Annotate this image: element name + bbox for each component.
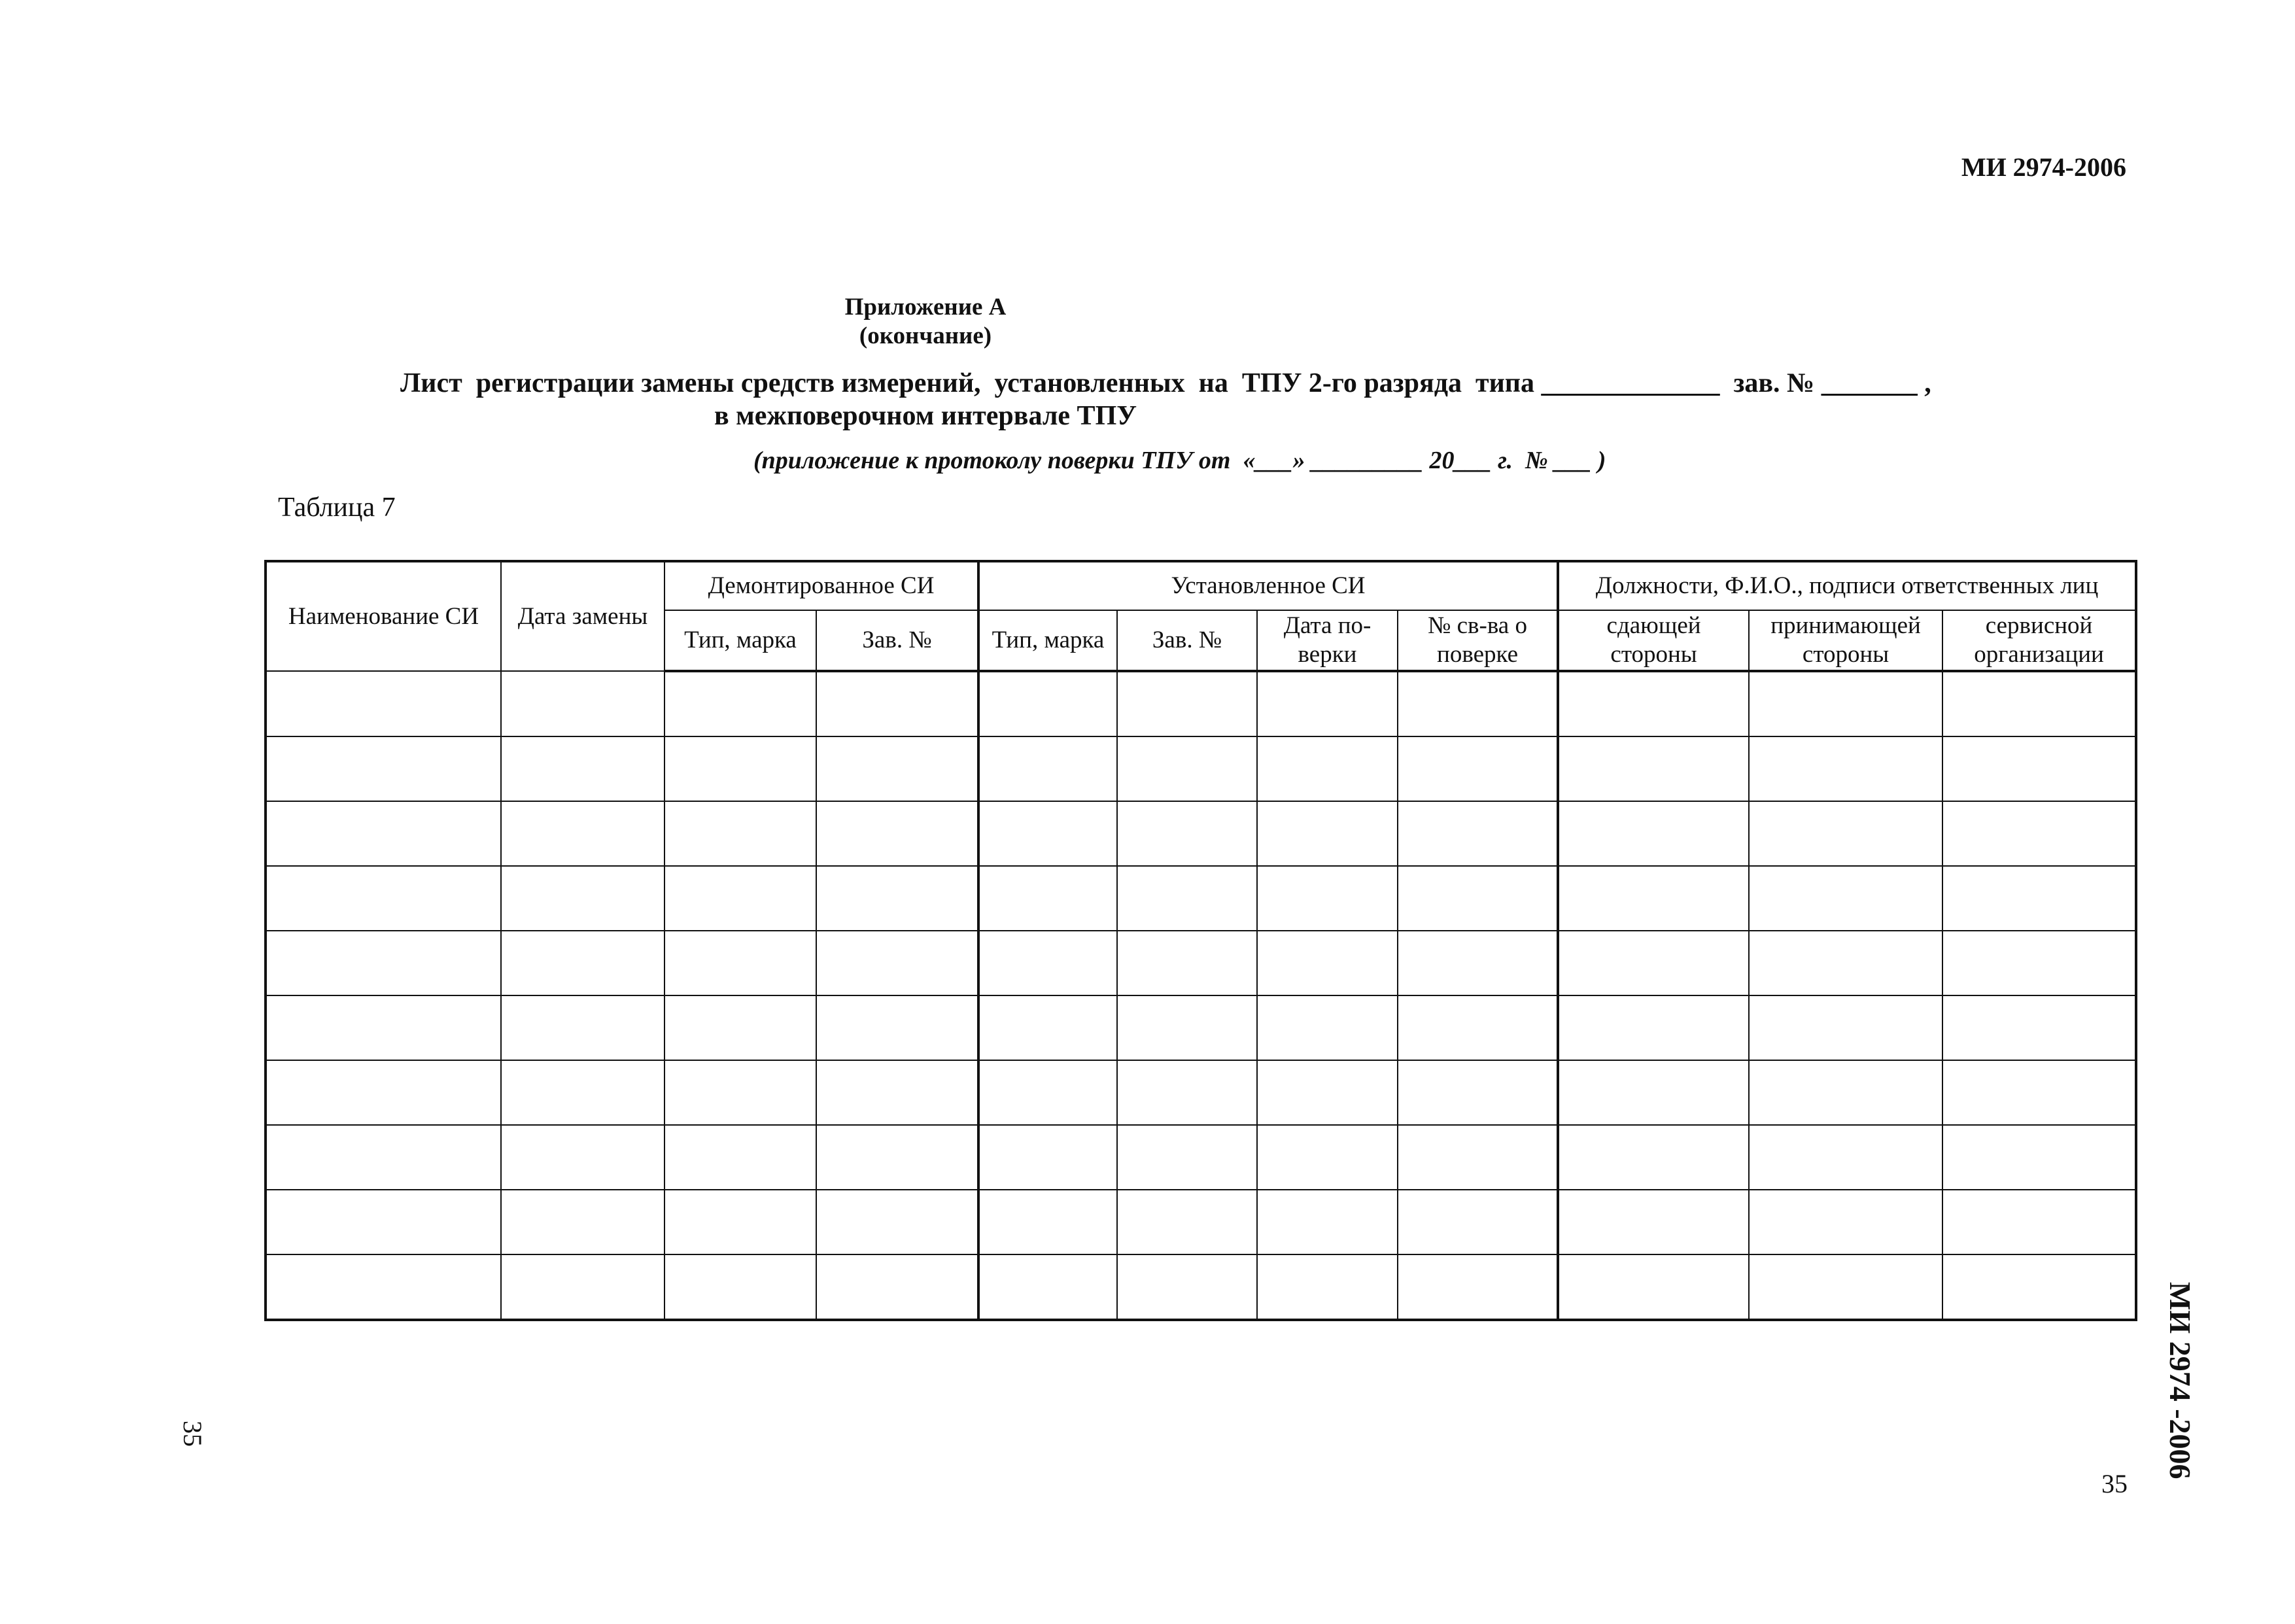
table-cell [1749,1254,1942,1320]
table-row [266,995,2136,1060]
table-cell [978,1125,1117,1190]
form-title-line-1: Лист регистрации замены средств измерений, установленных на ТПУ 2-го разряда типа _____________ зав. № _______ , [400,368,1931,398]
table-cell [501,1254,664,1320]
table-cell [978,1060,1117,1125]
table-cell [266,1254,501,1320]
table-cell [1942,736,2136,801]
table-cell [664,1254,816,1320]
table-cell [266,736,501,801]
table-cell [1558,1190,1749,1254]
table-cell [1749,1190,1942,1254]
table-cell [664,801,816,866]
table-cell [1117,995,1257,1060]
table-cell [266,931,501,995]
table-cell [501,1060,664,1125]
table-cell [1117,1254,1257,1320]
table-cell [1942,1125,2136,1190]
table-cell [1558,1060,1749,1125]
table-cell [664,736,816,801]
table-cell [1749,671,1942,736]
table-cell [664,671,816,736]
table-cell [1398,1254,1558,1320]
table-cell [501,736,664,801]
table-cell [1558,671,1749,736]
table-cell [1257,995,1398,1060]
table-cell [978,671,1117,736]
table-cell [1117,671,1257,736]
table-body [266,671,2136,1320]
table-row [266,736,2136,801]
table-cell [1558,801,1749,866]
table-cell [664,866,816,931]
table-cell [1398,1060,1558,1125]
table-cell [1749,995,1942,1060]
document-code-header: МИ 2974-2006 [1961,152,2126,182]
table-cell [978,931,1117,995]
side-page-number: 35 [178,1421,207,1447]
table-cell [1257,1254,1398,1320]
form-title-line-2: в межповерочном интервале ТПУ [714,401,1137,431]
table-row [266,931,2136,995]
table-cell [1942,995,2136,1060]
table-cell [1398,671,1558,736]
table-cell [978,995,1117,1060]
table-cell [1398,801,1558,866]
header-receiving-party: принимающей стороны [1749,610,1942,671]
table-cell [978,1190,1117,1254]
table-cell [501,866,664,931]
table-cell [1398,1190,1558,1254]
table-cell [501,931,664,995]
header-name: Наименование СИ [266,561,501,671]
table-cell [816,1190,978,1254]
table-cell [501,995,664,1060]
table-cell [978,1254,1117,1320]
table-cell [1398,866,1558,931]
table-cell [1398,995,1558,1060]
table-cell [978,736,1117,801]
side-document-code: МИ 2974 -2006 [2164,1282,2197,1479]
table-cell [1257,801,1398,866]
table-cell [816,866,978,931]
header-installed-verification-date: Дата по-верки [1257,610,1398,671]
table-cell [816,671,978,736]
table-cell [1749,866,1942,931]
table-cell [266,1060,501,1125]
header-installed-serial: Зав. № [1117,610,1257,671]
table-cell [1257,866,1398,931]
table-cell [816,1125,978,1190]
table-cell [1117,1190,1257,1254]
header-handing-party: сдающей стороны [1558,610,1749,671]
table-cell [664,1060,816,1125]
table-cell [266,866,501,931]
table-cell [1942,931,2136,995]
header-service-org: сервисной организации [1942,610,2136,671]
table-cell [1117,866,1257,931]
table-cell [1942,801,2136,866]
table-cell [1942,866,2136,931]
table-row [266,1125,2136,1190]
table-cell [1257,1125,1398,1190]
header-removed-type: Тип, марка [664,610,816,671]
table-cell [266,995,501,1060]
table-cell [1942,1254,2136,1320]
table-cell [978,801,1117,866]
table-cell [664,1125,816,1190]
table-cell [1558,995,1749,1060]
table-row [266,1254,2136,1320]
appendix-title: Приложение А [844,294,1007,320]
table-cell [1257,736,1398,801]
table-cell [1558,1254,1749,1320]
table-row [266,1060,2136,1125]
protocol-note: (приложение к протоколу поверки ТПУ от «___» _________ 20___ г. № ___ ) [753,447,1606,474]
table-cell [1558,931,1749,995]
header-installed-group: Установленное СИ [978,561,1558,610]
table-cell [1942,1060,2136,1125]
table-row [266,1190,2136,1254]
table-cell [1117,1125,1257,1190]
header-officials-group: Должности, Ф.И.О., подписи ответственных лиц [1558,561,2136,610]
table-cell [501,1125,664,1190]
table-caption: Таблица 7 [278,492,396,523]
table-row [266,671,2136,736]
table-cell [1942,671,2136,736]
table-cell [1558,1125,1749,1190]
table-cell [816,736,978,801]
table-cell [1398,931,1558,995]
table-cell [1749,931,1942,995]
table-cell [664,931,816,995]
table-cell [1749,1060,1942,1125]
table-cell [1257,1190,1398,1254]
table-cell [1257,1060,1398,1125]
header-installed-certificate-no: № св-ва о поверке [1398,610,1558,671]
table-cell [816,995,978,1060]
table-cell [266,1190,501,1254]
table-cell [1398,1125,1558,1190]
table-cell [1117,801,1257,866]
table-cell [664,1190,816,1254]
table-cell [1558,866,1749,931]
appendix-subtitle: (окончание) [859,322,992,349]
table-cell [664,995,816,1060]
header-removed-serial: Зав. № [816,610,978,671]
table-cell [816,801,978,866]
table-cell [266,801,501,866]
table-cell [1749,736,1942,801]
table-cell [1257,931,1398,995]
table-cell [816,1254,978,1320]
replacement-register-table [264,560,2137,1321]
header-installed-type: Тип, марка [978,610,1117,671]
table-cell [266,1125,501,1190]
table-cell [1117,1060,1257,1125]
table-cell [978,866,1117,931]
table-cell [1558,736,1749,801]
table-cell [501,1190,664,1254]
header-removed-group: Демонтированное СИ [664,561,978,610]
table-cell [1942,1190,2136,1254]
table-cell [501,671,664,736]
table-cell [1117,931,1257,995]
table-row [266,866,2136,931]
table-cell [266,671,501,736]
table-cell [501,801,664,866]
table-cell [816,931,978,995]
table-row [266,801,2136,866]
page-number: 35 [2101,1469,2128,1498]
table-cell [1749,1125,1942,1190]
table-cell [1749,801,1942,866]
table-cell [1257,671,1398,736]
header-date: Дата замены [501,561,664,671]
table-cell [1398,736,1558,801]
table-cell [816,1060,978,1125]
table-cell [1117,736,1257,801]
